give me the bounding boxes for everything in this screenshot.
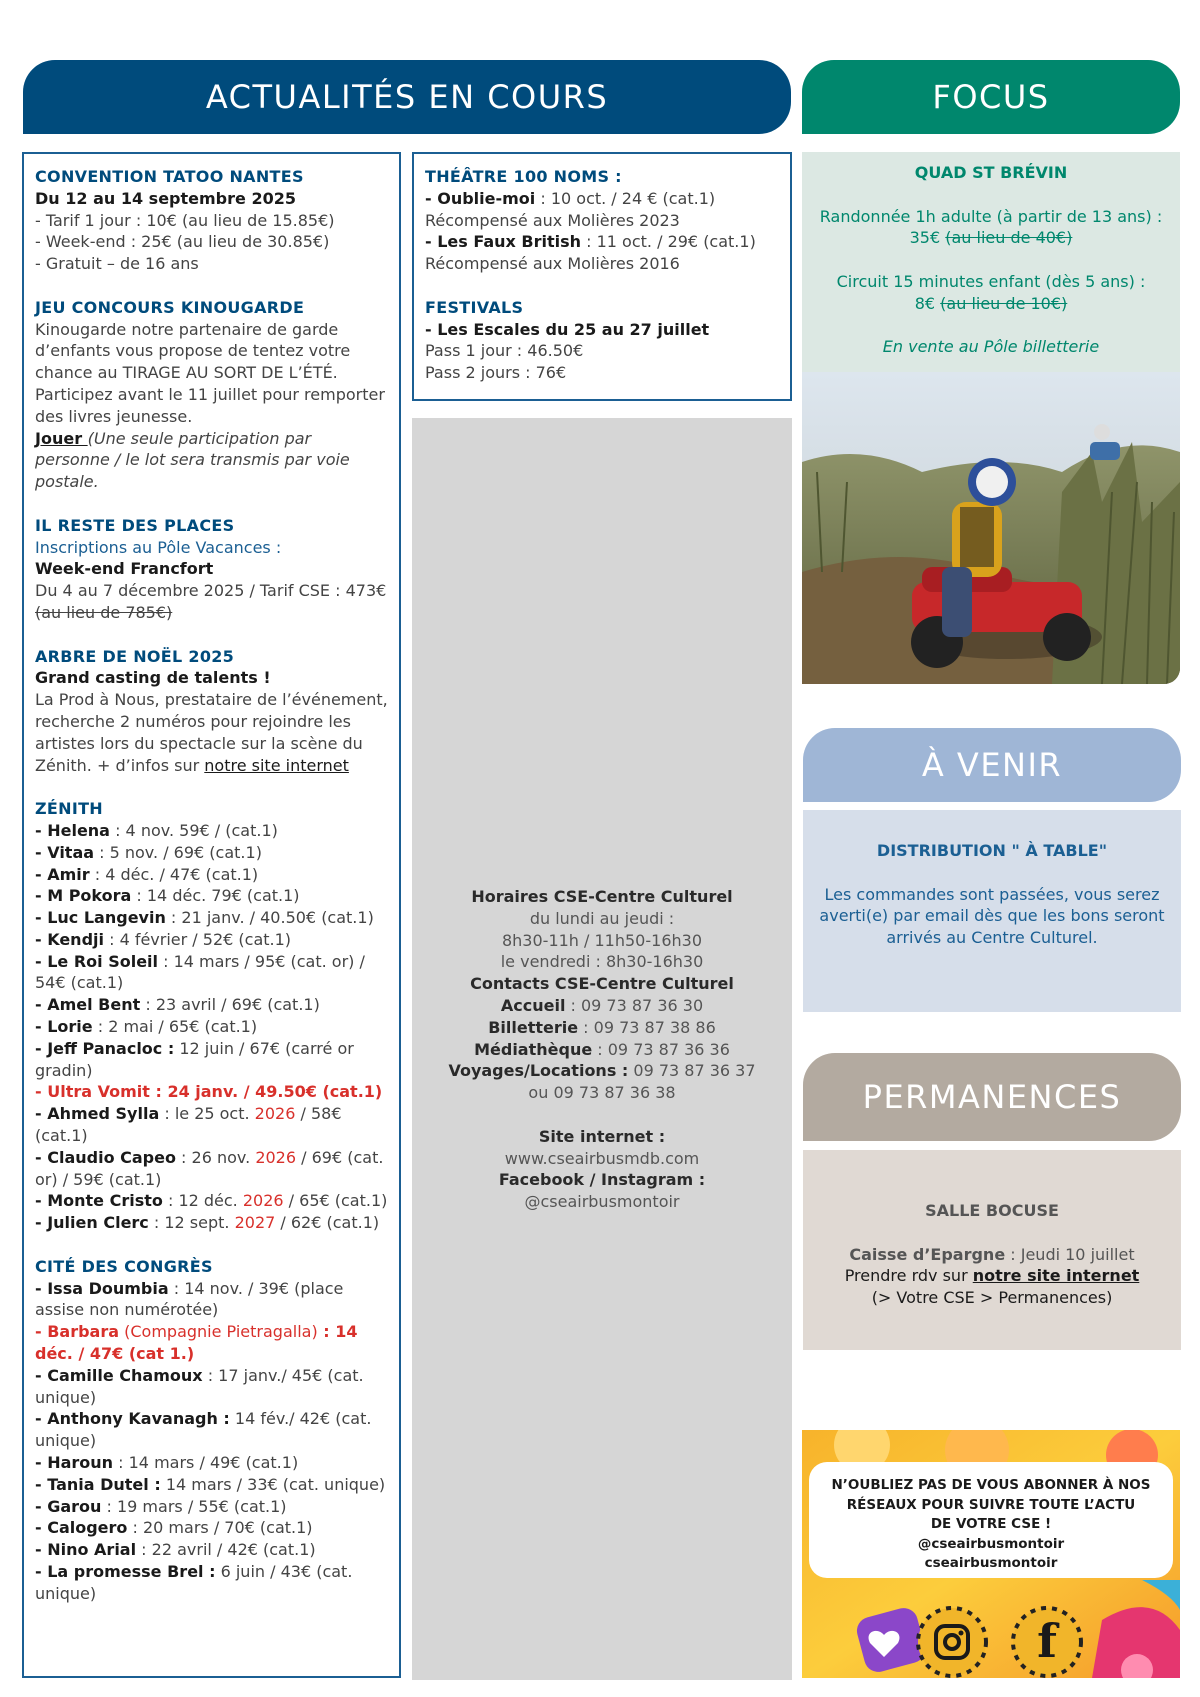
artist-detail: / 62€ (cat.1) (275, 1213, 380, 1233)
artist-name: - Amel Bent (35, 995, 141, 1015)
list-item (35, 885, 388, 907)
artist-detail: : 22 avril / 42€ (cat.1) (136, 1540, 316, 1560)
kinougarde-section (35, 297, 388, 493)
artist-detail: : 19 mars / 55€ (cat.1) (101, 1496, 287, 1516)
focus-price: 8€ (914, 293, 941, 313)
contact-line (412, 1060, 792, 1082)
list-item (35, 907, 388, 929)
list-item (35, 1016, 388, 1038)
artist-name: - Claudio Capeo (35, 1147, 176, 1167)
list-item (35, 1539, 388, 1561)
list-item (35, 1038, 388, 1082)
list-item (35, 1408, 388, 1452)
contact-phone: : 09 73 87 36 36 (592, 1039, 730, 1059)
horaires-title: Horaires CSE-Centre Culturel (471, 887, 733, 906)
tatoo-line: - Week-end : 25€ (au lieu de 30.85€) (35, 232, 330, 252)
social-title: Facebook / Instagram : (498, 1170, 706, 1190)
noel-subtitle: Grand casting de talents ! (35, 668, 271, 688)
tatoo-line: - Tarif 1 jour : 10€ (au lieu de 15.85€) (35, 210, 335, 230)
list-item (35, 1190, 388, 1212)
artist-detail: : 26 nov. (175, 1147, 256, 1167)
list-item (35, 1561, 388, 1605)
places-subtitle: Inscriptions au Pôle Vacances : (35, 537, 282, 557)
show-detail: : 11 oct. / 29€ (cat.1) (581, 232, 756, 252)
artist-detail: : 4 nov. 59€ / (cat.1) (109, 820, 278, 840)
artist-name: - Vitaa (35, 842, 95, 862)
kinougarde-title: JEU CONCOURS KINOUGARDE (35, 297, 305, 317)
artist-name: - Helena (35, 820, 110, 840)
artist-detail: : 14 mars / 95€ (cat. or) / 54€ (cat.1) (35, 951, 365, 993)
artist-name: - Lorie (35, 1017, 93, 1037)
noel-title: ARBRE DE NOËL 2025 (35, 646, 235, 666)
artist-detail: : 12 déc. (162, 1191, 243, 1211)
theatre-festivals-box (412, 152, 792, 401)
artist-name: - La promesse Brel : (35, 1562, 216, 1581)
list-item (35, 1278, 388, 1322)
festivals-section (425, 297, 779, 384)
promo-handle-facebook[interactable]: cseairbusmontoir (924, 1555, 1058, 1571)
contact-line (412, 1017, 792, 1039)
distribution-title: DISTRIBUTION " À TABLE" (876, 841, 1108, 860)
artist-name: - Julien Clerc (35, 1213, 149, 1233)
artist-detail: : 5 nov. / 69€ (cat.1) (94, 842, 262, 862)
a-venir-title: À VENIR (921, 746, 1063, 784)
artist-name: - Haroun (35, 1453, 114, 1473)
artist-detail: 12 juin / 67€ (carré or gradin) (35, 1038, 354, 1080)
congres-title: CITÉ DES CONGRÈS (35, 1256, 213, 1276)
site-title: Site internet : (538, 1126, 666, 1146)
list-item (35, 1474, 388, 1496)
show-detail: : 10 oct. / 24 € (cat.1) (535, 188, 716, 208)
noel-section (35, 646, 388, 777)
list-item (425, 188, 779, 210)
festival-item: - Les Escales du 25 au 27 juillet (425, 319, 710, 339)
permanences-title: PERMANENCES (862, 1078, 1122, 1116)
horaires-line: 8h30-11h / 11h50-16h30 (501, 930, 702, 950)
perm-path: (> Votre CSE > Permanences) (871, 1288, 1113, 1308)
year-highlight: 2026 (242, 1191, 284, 1211)
artist-detail: / 69€ (cat. or) / 59€ (cat.1) (35, 1147, 384, 1189)
artist-name: - Luc Langevin (35, 908, 166, 928)
contacts-title: Contacts CSE-Centre Culturel (470, 974, 734, 994)
social-handle[interactable]: @cseairbusmontoir (524, 1192, 680, 1212)
list-item (35, 1321, 388, 1365)
artist-detail: / 58€ (cat.1) (35, 1104, 342, 1146)
places-title: IL RESTE DES PLACES (35, 515, 235, 535)
artist-detail: : 14 nov. / 39€ (place assise non numérotée) (35, 1278, 344, 1320)
list-item (35, 951, 388, 995)
promo-handle-instagram[interactable]: @cseairbusmontoir (917, 1535, 1065, 1552)
artist-name: - Camille Chamoux (35, 1365, 203, 1385)
show-name: - Les Faux British (425, 232, 582, 252)
contact-phone: : 09 73 87 36 30 (565, 995, 704, 1015)
artist-detail: : 21 janv. / 40.50€ (cat.1) (165, 908, 374, 928)
distribution-text: Les commandes sont passées, vous serez averti(e) par email dès que les bons seront arrivés au Centre Culturel. (819, 884, 1165, 948)
artist-detail: : 23 avril / 69€ (cat.1) (140, 995, 320, 1015)
artist-detail: : 14 déc. / 47€ (cat 1.) (35, 1322, 358, 1364)
focus-line: Randonnée 1h adulte (à partir de 13 ans) : (819, 206, 1163, 226)
artist-name: - Ahmed Sylla (35, 1104, 160, 1124)
contact-phone: 09 73 87 36 37 (628, 1061, 756, 1081)
artist-detail: / 65€ (cat.1) (283, 1191, 388, 1211)
show-award: Récompensé aux Molières 2023 (425, 210, 680, 230)
perm-label: Caisse d’Epargne (849, 1244, 1006, 1264)
a-venir-box (803, 810, 1181, 1012)
contact-label: Médiathèque (474, 1039, 593, 1059)
focus-line: Circuit 15 minutes enfant (dès 5 ans) : (836, 271, 1146, 291)
zenith-section (35, 798, 388, 1234)
artist-name: - Kendji (35, 929, 104, 949)
artist-name: - Nino Arial (35, 1540, 137, 1560)
promo-line: RÉSEAUX POUR SUIVRE TOUTE L’ACTU (846, 1496, 1136, 1513)
artist-detail: : 2 mai / 65€ (cat.1) (92, 1017, 258, 1037)
contact-label: Accueil (500, 995, 566, 1015)
contact-line (412, 1039, 792, 1061)
contact-line (412, 995, 792, 1017)
congres-section (35, 1256, 388, 1605)
quad-photo (802, 372, 1180, 684)
promo-card (809, 1462, 1173, 1578)
focus-price: 35€ (909, 228, 946, 248)
actualites-title: ACTUALITÉS EN COURS (205, 78, 609, 116)
salle-title: SALLE BOCUSE (925, 1201, 1059, 1220)
focus-box (802, 152, 1180, 372)
show-name: - Oublie-moi (425, 188, 536, 208)
festivals-title: FESTIVALS (425, 297, 524, 317)
focus-title-quad: QUAD ST BRÉVIN (914, 163, 1068, 182)
kinougarde-text: Kinougarde notre partenaire de garde d’enfants vous propose de tentez votre chance au TIRAGE AU SORT DE L’ÉTÉ. (35, 319, 351, 383)
artist-detail: 14 mars / 33€ (cat. unique) (160, 1474, 386, 1494)
list-item (35, 1365, 388, 1409)
horaires-line: du lundi au jeudi : (529, 908, 675, 928)
artist-detail: : 20 mars / 70€ (cat.1) (127, 1518, 313, 1538)
artist-detail: : 14 déc. 79€ (cat.1) (131, 886, 300, 906)
tatoo-section (35, 166, 388, 275)
list-item (35, 1496, 388, 1518)
facebook-icon[interactable]: f (1037, 1614, 1057, 1668)
permanences-header (803, 1053, 1181, 1141)
list-item (35, 929, 388, 951)
festival-pass: Pass 2 jours : 76€ (425, 363, 567, 383)
artist-name: - Jeff Panacloc : (35, 1038, 175, 1058)
instagram-icon[interactable] (932, 1622, 972, 1662)
focus-old-price: (au lieu de 10€) (940, 293, 1068, 313)
list-item (35, 1103, 388, 1147)
list-item (35, 994, 388, 1016)
artist-name: - Garou (35, 1496, 102, 1516)
places-detail: Du 4 au 7 décembre 2025 / Tarif CSE : 473€ (35, 581, 387, 601)
zenith-title: ZÉNITH (35, 799, 103, 819)
festival-pass: Pass 1 jour : 46.50€ (425, 341, 584, 361)
kinougarde-text: Participez avant le 11 juillet pour remporter des livres jeunesse. (35, 384, 385, 426)
artist-name: - Anthony Kavanagh : (35, 1409, 230, 1429)
artist-name: - Tania Dutel : (35, 1474, 161, 1494)
contact-label: Voyages/Locations : (448, 1061, 629, 1081)
artist-name: - Monte Cristo (35, 1191, 163, 1211)
noel-site-link[interactable]: notre site internet (204, 755, 349, 775)
places-old-price: (au lieu de 785€) (35, 602, 173, 622)
perm-rdv: Prendre rdv sur (844, 1266, 973, 1286)
artist-name: - Amir (35, 864, 90, 884)
permanences-box (803, 1150, 1181, 1350)
contact-block (412, 886, 792, 1213)
tatoo-line: - Gratuit – de 16 ans (35, 254, 199, 274)
artist-name: - Issa Doumbia (35, 1278, 169, 1298)
perm-date: : Jeudi 10 juillet (1005, 1244, 1135, 1264)
contact-phone: : 09 73 87 38 86 (578, 1017, 716, 1037)
list-item (35, 1212, 388, 1234)
artist-name: - Le Roi Soleil (35, 951, 159, 971)
promo-line: N’OUBLIEZ PAS DE VOUS ABONNER À NOS (831, 1477, 1151, 1493)
artist-detail: 14 fév./ 42€ (cat. unique) (35, 1409, 372, 1451)
year-highlight: 2027 (234, 1213, 276, 1233)
artist-detail: : 12 sept. (148, 1213, 235, 1233)
actualites-header (23, 60, 791, 134)
left-column (22, 152, 401, 1678)
contact-phone-extra: ou 09 73 87 36 38 (528, 1083, 676, 1103)
a-venir-header (803, 728, 1181, 802)
artist-name: - M Pokora (35, 886, 132, 906)
horaires-line: le vendredi : 8h30-16h30 (500, 952, 704, 972)
show-award: Récompensé aux Molières 2016 (425, 254, 680, 274)
contact-label: Billetterie (488, 1017, 579, 1037)
tatoo-dates: Du 12 au 14 septembre 2025 (35, 188, 296, 208)
theatre-section (425, 166, 779, 275)
tatoo-title: CONVENTION TATOO NANTES (35, 167, 304, 186)
perm-site-link[interactable]: notre site internet (972, 1266, 1140, 1286)
focus-header (802, 60, 1180, 134)
focus-old-price: (au lieu de 40€) (945, 228, 1073, 248)
list-item (35, 1147, 388, 1191)
artist-detail: : 14 mars / 49€ (cat.1) (113, 1453, 299, 1473)
quad-photo-illustration (802, 372, 1180, 684)
noel-text: La Prod à Nous, prestataire de l’événement, recherche 2 numéros pour rejoindre les artistes lors du spectacle sur la scène du Zénith. + d’infos sur (35, 690, 388, 775)
kinougarde-note: (Une seule participation par personne / le lot sera transmis par voie postale. (35, 428, 350, 492)
list-item (425, 231, 779, 253)
year-highlight: 2026 (254, 1104, 296, 1124)
site-url[interactable]: www.cseairbusmdb.com (504, 1148, 700, 1168)
list-item (35, 1517, 388, 1539)
artist-detail: : le 25 oct. (159, 1104, 255, 1124)
artist-name: - Calogero (35, 1518, 128, 1538)
list-item (35, 1452, 388, 1474)
artist-detail: 6 juin / 43€ (cat. unique) (35, 1562, 353, 1603)
places-item: Week-end Francfort (35, 559, 214, 579)
social-promo (802, 1430, 1180, 1678)
list-item (35, 820, 388, 842)
jouer-link[interactable]: Jouer (35, 428, 88, 448)
year-highlight: 2026 (255, 1147, 297, 1167)
list-item (35, 842, 388, 864)
promo-line: DE VOTRE CSE ! (930, 1516, 1052, 1532)
focus-sale: En vente au Pôle billetterie (882, 337, 1100, 357)
artist-detail: : 17 janv./ 45€ (cat. unique) (35, 1365, 364, 1407)
theatre-title: THÉÂTRE 100 NOMS : (425, 167, 622, 186)
focus-title: FOCUS (932, 78, 1050, 116)
artist-name: - Barbara (35, 1322, 120, 1342)
artist-detail: : 4 février / 52€ (cat.1) (104, 929, 292, 949)
places-section (35, 515, 388, 624)
list-item: - Ultra Vomit : 24 janv. / 49.50€ (cat.1) (35, 1082, 383, 1102)
artist-company: (Compagnie Pietragalla) (119, 1322, 318, 1342)
artist-detail: : 4 déc. / 47€ (cat.1) (89, 864, 259, 884)
list-item (35, 864, 388, 886)
